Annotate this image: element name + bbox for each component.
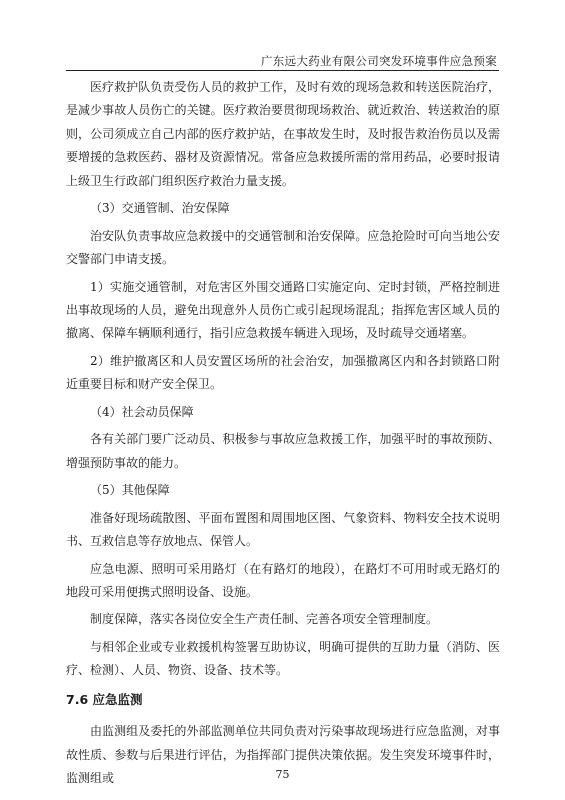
paragraph-lighting: 应急电源、照明可采用路灯（在有路灯的地段），在路灯不可用时或无路灯的地段可采用便携式照明设备、设施。: [66, 561, 500, 599]
page-number: 75: [275, 768, 290, 781]
paragraph-mutual-aid: 与相邻企业或专业救援机构签署互助协议，明确可提供的互助力量（消防、医疗、检测）、人员、物资、设备、技术等。: [66, 639, 500, 678]
document-body: [66, 76, 500, 795]
paragraph-maps-info: 准备好现场疏散图、平面布置图和周围地区图、气象资料、物料安全技术说明书、互救信息等存放地点、保管人。: [66, 510, 500, 549]
paragraph-monitoring: 由监测组及委托的外部监测单位共同负责对污染事故现场进行应急监测，对事故性质、参数与后果进行评估，为指挥部门提供决策依据。发生突发环境事件时，监测组或: [66, 724, 500, 785]
header-rule: [66, 70, 499, 71]
subheading-other-guarantees: （5）其他保障: [90, 483, 170, 498]
paragraph-public-order: 2）维护撤离区和人员安置区场所的社会治安，加强撤离区内和各封锁路口附近重要目标和财产安全保卫。: [66, 353, 500, 392]
subheading-social-mobilization: （4）社会动员保障: [90, 404, 194, 419]
page-header: [66, 50, 499, 70]
paragraph-systems: 制度保障，落实各岗位安全生产责任制、完善各项安全管理制度。: [90, 612, 439, 627]
subheading-traffic-security: （3）交通管制、治安保障: [90, 201, 230, 216]
paragraph-mobilization: 各有关部门要广泛动员、积极参与事故应急救援工作，加强平时的事故预防、增强预防事故的能力。: [66, 432, 500, 470]
paragraph-medical-rescue: 医疗救护队负责受伤人员的救护工作，及时有效的现场急救和转送医院治疗，是减少事故人员伤亡的关键。医疗救治要贯彻现场救治、就近救治、转送救治的原则，公司须成立自己内部的医疗救护站，在事故发生时，及时报告救治伤员以及需要增援的急救医药、器材及资源情况。常备应急救援所需的常用药品，必要时报请上级卫生行政部门组织医疗救治力量支援。: [66, 80, 500, 188]
paragraph-security-team: 治安队负责事故应急救援中的交通管制和治安保障。应急抢险时可向当地公安交警部门申请支援。: [66, 228, 500, 267]
paragraph-traffic-control: 1）实施交通管制，对危害区外围交通路口实施定向、定时封锁，严格控制进出事故现场的人员，避免出现意外人员伤亡或引起现场混乱；指挥危害区域人员的撤离、保障车辆顺利通行，指引应急救援车辆进入现场，及时疏导交通堵塞。: [66, 279, 500, 341]
header-title: 广东远大药业有限公司突发环境事件应急预案: [261, 54, 497, 68]
section-heading-emergency-monitoring: 7.6 应急监测: [66, 691, 143, 707]
